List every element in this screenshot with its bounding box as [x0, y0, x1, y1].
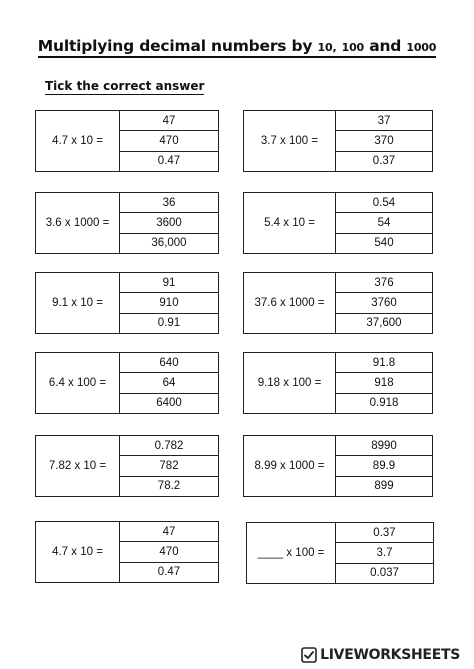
answer-option[interactable]: 370: [336, 131, 432, 151]
answer-options: [336, 436, 432, 496]
problem-question: 3.7 x 100 =: [244, 111, 336, 171]
problem-4: [243, 192, 433, 254]
problem-12: [246, 522, 434, 584]
answer-option[interactable]: 47: [120, 111, 218, 131]
answer-option[interactable]: 91.8: [336, 353, 432, 373]
answer-options: [336, 273, 432, 333]
problem-11: [35, 521, 219, 583]
answer-option[interactable]: 899: [374, 480, 394, 493]
answer-option[interactable]: 64: [120, 373, 218, 393]
answer-option[interactable]: 37,600: [366, 317, 402, 330]
answer-options: [120, 193, 218, 253]
liveworksheets-footer[interactable]: [301, 647, 460, 663]
answer-option[interactable]: 47: [120, 522, 218, 542]
answer-option[interactable]: 89.9: [336, 456, 432, 476]
title-number-10: 10,: [317, 41, 337, 54]
problem-5: [35, 272, 219, 334]
instruction-heading: Tick the correct answer: [45, 79, 205, 93]
answer-option[interactable]: 376: [336, 273, 432, 293]
title-number-1000: 1000: [406, 41, 437, 54]
answer-option[interactable]: 3.7: [336, 543, 433, 563]
problem-question: 4.7 x 10 =: [36, 522, 120, 582]
answer-options: [336, 523, 433, 583]
answer-option[interactable]: 91: [120, 273, 218, 293]
problem-question: 37.6 x 1000 =: [244, 273, 336, 333]
answer-option[interactable]: 918: [336, 373, 432, 393]
answer-option[interactable]: 3600: [120, 213, 218, 233]
problem-question: 9.1 x 10 =: [36, 273, 120, 333]
problem-question: 3.6 x 1000 =: [36, 193, 120, 253]
answer-option[interactable]: 910: [120, 293, 218, 313]
answer-option[interactable]: 470: [120, 542, 218, 562]
problem-7: [35, 352, 219, 414]
answer-option[interactable]: 3760: [336, 293, 432, 313]
problem-6: [243, 272, 433, 334]
problem-10: [243, 435, 433, 497]
answer-option[interactable]: 78.2: [157, 480, 181, 493]
problem-2: [243, 110, 433, 172]
answer-option[interactable]: 540: [374, 237, 394, 250]
problem-question: 4.7 x 10 =: [36, 111, 120, 171]
answer-option[interactable]: 0.918: [369, 397, 399, 410]
liveworksheets-logo-icon: [301, 647, 317, 663]
answer-options: [120, 522, 218, 582]
problem-question: ____ x 100 =: [247, 523, 336, 583]
answer-option[interactable]: 0.54: [336, 193, 432, 213]
answer-option[interactable]: 0.037: [370, 567, 399, 580]
answer-option[interactable]: 36: [120, 193, 218, 213]
answer-option[interactable]: 6400: [156, 397, 182, 410]
answer-options: [120, 353, 218, 413]
answer-options: [336, 111, 432, 171]
answer-options: [336, 193, 432, 253]
worksheet-title: [0, 37, 474, 58]
title-and: and: [364, 37, 407, 55]
answer-options: [120, 273, 218, 333]
answer-options: [336, 353, 432, 413]
problem-9: [35, 435, 219, 497]
answer-option[interactable]: 0.782: [120, 436, 218, 456]
answer-option[interactable]: 0.37: [372, 155, 396, 168]
answer-option[interactable]: 470: [120, 131, 218, 151]
answer-option[interactable]: 36,000: [151, 237, 187, 250]
answer-option[interactable]: 54: [336, 213, 432, 233]
problem-8: [243, 352, 433, 414]
problem-question: 8.99 x 1000 =: [244, 436, 336, 496]
answer-option[interactable]: 640: [120, 353, 218, 373]
answer-option[interactable]: 0.47: [157, 566, 181, 579]
answer-options: [120, 436, 218, 496]
problem-question: 6.4 x 100 =: [36, 353, 120, 413]
problem-question: 9.18 x 100 =: [244, 353, 336, 413]
problem-question: 5.4 x 10 =: [244, 193, 336, 253]
title-number-100: 100: [341, 41, 364, 54]
problem-question: 7.82 x 10 =: [36, 436, 120, 496]
answer-option[interactable]: 782: [120, 456, 218, 476]
answer-options: [120, 111, 218, 171]
answer-option[interactable]: 37: [336, 111, 432, 131]
problem-1: [35, 110, 219, 172]
title-text: Multiplying decimal numbers by: [37, 37, 318, 55]
brand-name: LIVEWORKSHEETS: [320, 647, 460, 663]
problem-3: [35, 192, 219, 254]
answer-option[interactable]: 0.47: [157, 155, 181, 168]
answer-option[interactable]: 0.91: [157, 317, 181, 330]
answer-option[interactable]: 8990: [336, 436, 432, 456]
answer-option[interactable]: 0.37: [336, 523, 433, 543]
